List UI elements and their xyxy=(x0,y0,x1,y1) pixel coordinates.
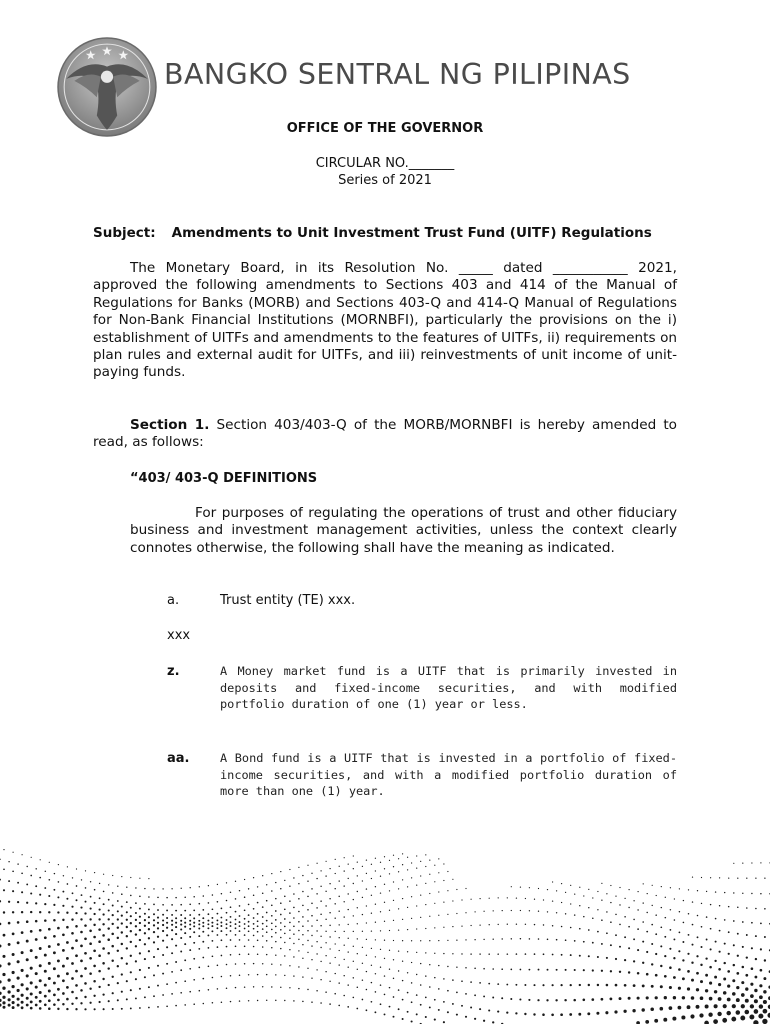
section-1-label: Section 1. xyxy=(130,417,210,433)
definitions-intro: For purposes of regulating the operations of trust and other fiduciary business and investment management activities, unless the context clearly connotes otherwise, the following shall have the meaning as indicated. xyxy=(130,505,677,556)
dotted-wave-decoration xyxy=(0,830,770,1024)
definitions-heading: “403/ 403-Q DEFINITIONS xyxy=(130,471,318,486)
definition-aa-label: aa. xyxy=(167,751,190,766)
definition-aa-text: A Bond fund is a UITF that is invested in a portfolio of fixed-income securities, and with a modified portfolio duration of more than one (1) year. xyxy=(220,751,677,798)
subject-label: Subject: xyxy=(93,225,156,241)
section-1-paragraph xyxy=(93,417,677,452)
definition-a-label: a. xyxy=(167,593,180,608)
office-heading: OFFICE OF THE GOVERNOR xyxy=(286,121,484,136)
definition-a-text: Trust entity (TE) xxx. xyxy=(220,593,356,608)
definition-z-label: z. xyxy=(167,664,180,679)
brand-name: BANGKO SENTRAL NG PILIPINAS xyxy=(164,58,631,91)
definition-z-text: A Money market fund is a UITF that is primarily invested in deposits and fixed-income securities, and with modified portfolio duration of one (1) year or less. xyxy=(220,664,677,711)
intro-paragraph: The Monetary Board, in its Resolution No. _____ dated ___________ 2021, approved the following amendments to Sections 403 and 414 of the Manual of Regulations for Banks (MORB) and Sections 403-Q and 414-Q Manual of Regulations for Non-Bank Financial Institutions (MORNBFI), particularly the provisions on the i) establishment of UITFs and amendments to the features of UITFs, ii) requirements on plan rules and external audit for UITFs, and iii) reinvestments of unit income of unit-paying funds. xyxy=(93,260,677,381)
section-1-text: Section 403/403-Q of the MORB/MORNBFI is hereby amended to read, as follows: xyxy=(93,417,677,451)
omission-marker: xxx xyxy=(167,628,191,643)
circular-series: Series of 2021 xyxy=(338,173,432,188)
subject-line xyxy=(93,225,652,241)
subject-title: Amendments to Unit Investment Trust Fund (UITF) Regulations xyxy=(171,225,652,241)
circular-number: CIRCULAR NO._______ xyxy=(315,156,455,171)
